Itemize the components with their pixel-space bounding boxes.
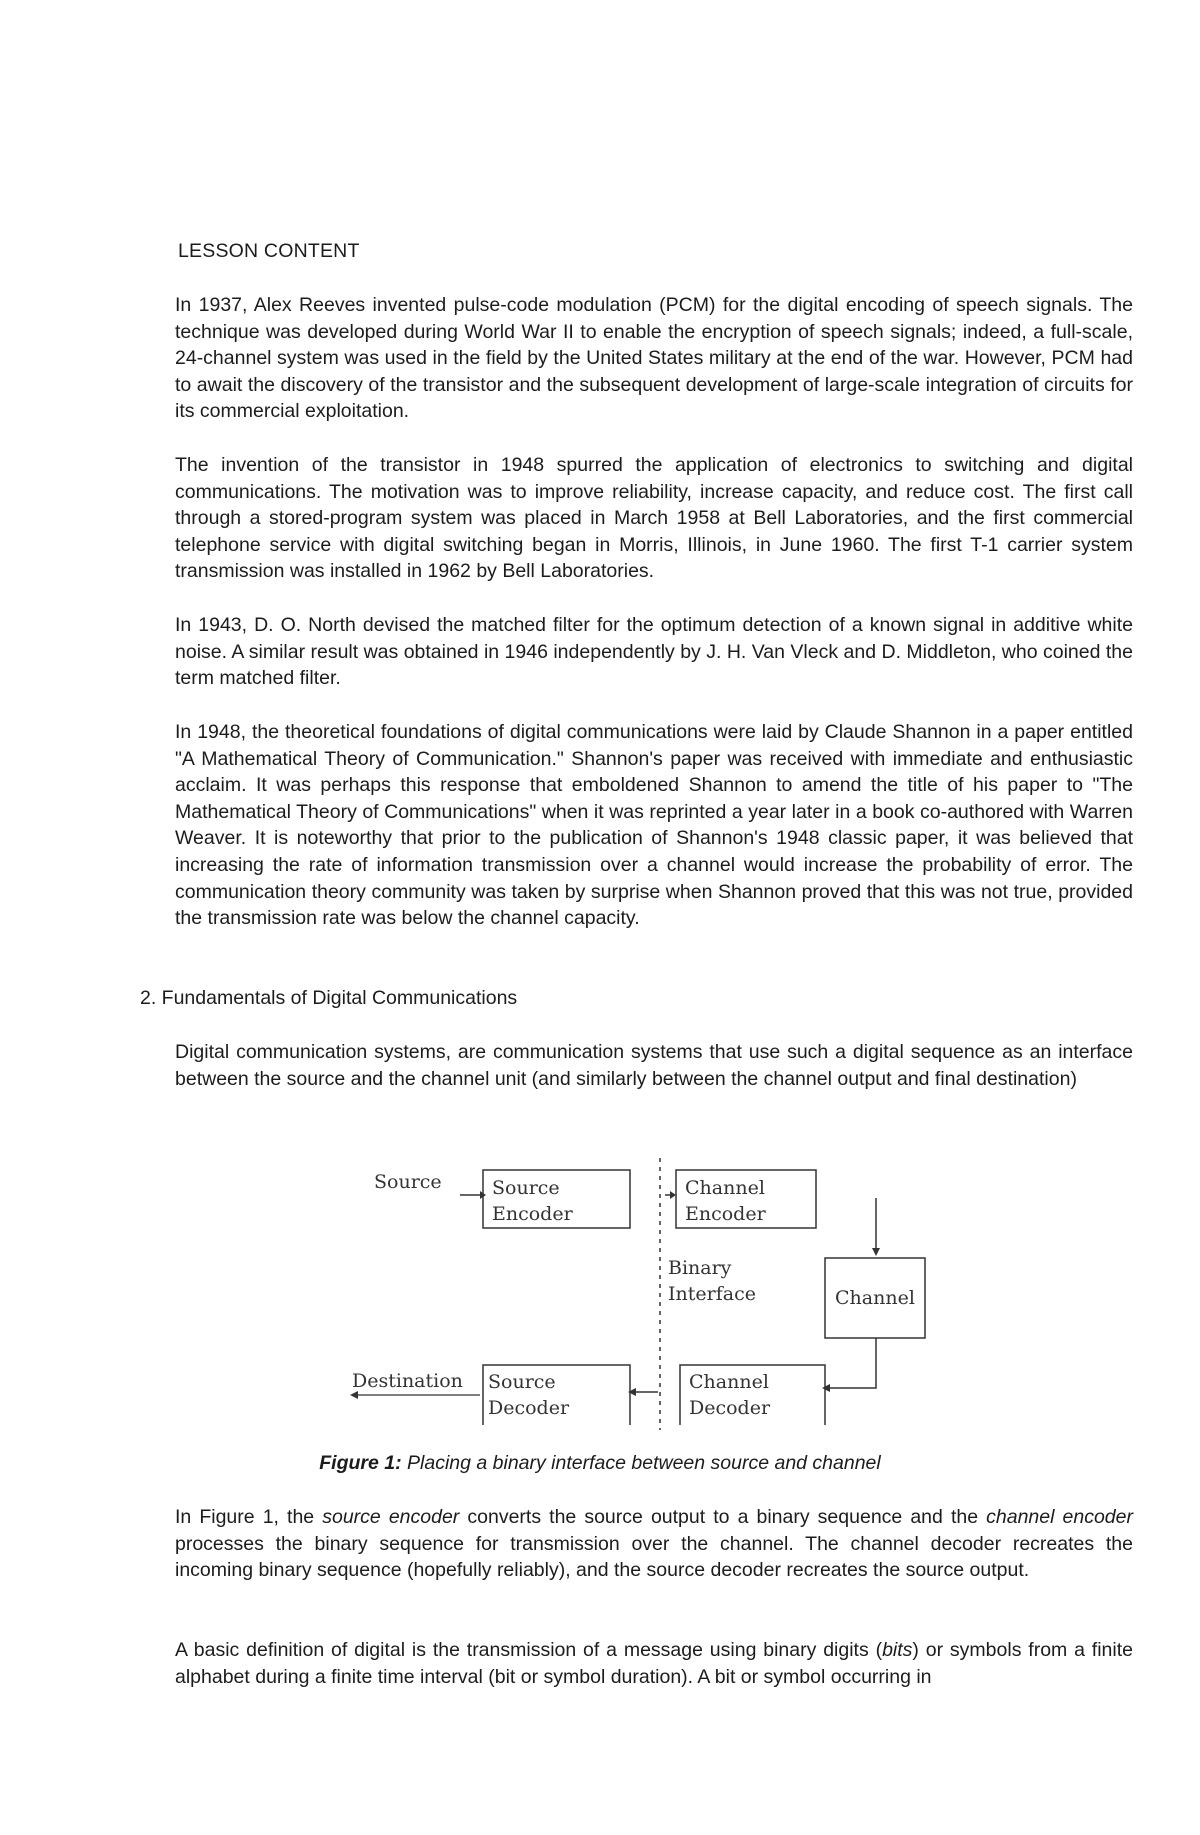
source-encoder-label-1: Source — [492, 1177, 560, 1199]
channel-label: Channel — [835, 1287, 915, 1309]
p6-emphasis-source-encoder: source encoder — [322, 1506, 460, 1528]
paragraph-matched-filter: In 1943, D. O. North devised the matched filter for the optimum detection of a known signal in additive white noise. A similar result was obtained in 1946 independently by J. H. Van Vleck and D. Middleton, who coined the term matched filter. — [175, 614, 1133, 690]
binary-interface-label-2: Interface — [668, 1283, 756, 1305]
paragraph-digital-systems: Digital communication systems, are communication systems that use such a digital sequence as an interface between the source and the channel unit (and similarly between the channel output and final destination) — [175, 1041, 1133, 1090]
decoder-link-arrowhead — [628, 1388, 636, 1396]
source-encoder-label-2: Encoder — [492, 1203, 573, 1225]
binary-interface-label-1: Binary — [668, 1257, 732, 1279]
figure-caption-label: Figure 1: — [319, 1452, 402, 1474]
p7-emphasis-bits: bits — [882, 1639, 913, 1661]
p7-text-2: ) or symbols from a finite alphabet during a finite time interval (bit or symbol duration). A bit or symbol occurring in — [175, 1639, 1133, 1688]
figure-caption — [0, 1452, 1200, 1475]
paragraph-shannon: In 1948, the theoretical foundations of digital communications were laid by Claude Shannon in a paper entitled "A Mathematical Theory of Communication." Shannon's paper was received with immediate and enthusiastic acclaim. It was perhaps this response that emboldened Shannon to amend the title of his paper to "The Mathematical Theory of Communications" when it was reprinted a year later in a book co-authored with Warren Weaver. It is noteworthy that prior to the publication of Shannon's 1948 classic paper, it was believed that increasing the rate of information transmission over a channel would increase the probability of error. The communication theory community was taken by surprise when Shannon proved that this was not true, provided the transmission rate was below the channel capacity. — [175, 721, 1133, 930]
encoder-link-arrowhead — [670, 1191, 676, 1199]
p6-text-1: In Figure 1, the — [175, 1506, 323, 1528]
source-decoder-label-2: Decoder — [488, 1397, 570, 1419]
channel-decoder-label-1: Channel — [689, 1371, 769, 1393]
paragraph-digital-definition — [175, 1637, 1133, 1690]
lesson-heading: LESSON CONTENT — [178, 240, 360, 262]
destination-arrowhead — [350, 1391, 358, 1399]
paragraph-transistor: The invention of the transistor in 1948 spurred the application of electronics to switching and digital communications. The motivation was to improve reliability, increase capacity, and reduce cost. The first call through a stored-program system was placed in March 1958 at Bell Laboratories, and the first commercial telephone service with digital switching began in Morris, Illinois, in June 1960. The first T-1 carrier system transmission was installed in 1962 by Bell Laboratories. — [175, 454, 1133, 583]
block-diagram — [340, 1150, 930, 1430]
paragraph-pcm-history: In 1937, Alex Reeves invented pulse-code modulation (PCM) for the digital encoding of speech signals. The technique was developed during World War II to enable the encryption of speech signals; indeed, a full-scale, 24-channel system was used in the field by the United States military at the end of the war. However, PCM had to await the discovery of the transistor and the subsequent development of large-scale integration of circuits for its commercial exploitation. — [175, 294, 1133, 423]
from-channel-line — [826, 1338, 876, 1388]
p7-text-1: A basic definition of digital is the transmission of a message using binary digits ( — [175, 1639, 883, 1661]
paragraph-figure-explanation — [175, 1504, 1133, 1584]
p6-text-2: converts the source output to a binary sequence and the — [459, 1506, 987, 1528]
channel-encoder-label-1: Channel — [685, 1177, 765, 1199]
p6-text-3: processes the binary sequence for transmission over the channel. The channel decoder recreates the incoming binary sequence (hopefully reliably), and the source decoder recreates the source output. — [175, 1532, 1133, 1582]
p6-emphasis-channel-encoder: channel encoder — [986, 1506, 1133, 1528]
to-channel-arrowhead — [872, 1248, 880, 1256]
channel-decoder-label-2: Decoder — [689, 1397, 771, 1419]
from-channel-arrowhead — [822, 1384, 830, 1392]
channel-encoder-label-2: Encoder — [685, 1203, 766, 1225]
source-label: Source — [374, 1171, 442, 1193]
source-decoder-label-1: Source — [488, 1371, 556, 1393]
section-heading: 2. Fundamentals of Digital Communications — [140, 987, 518, 1009]
destination-label: Destination — [352, 1370, 463, 1392]
figure-caption-text: Placing a binary interface between source and channel — [401, 1452, 881, 1474]
